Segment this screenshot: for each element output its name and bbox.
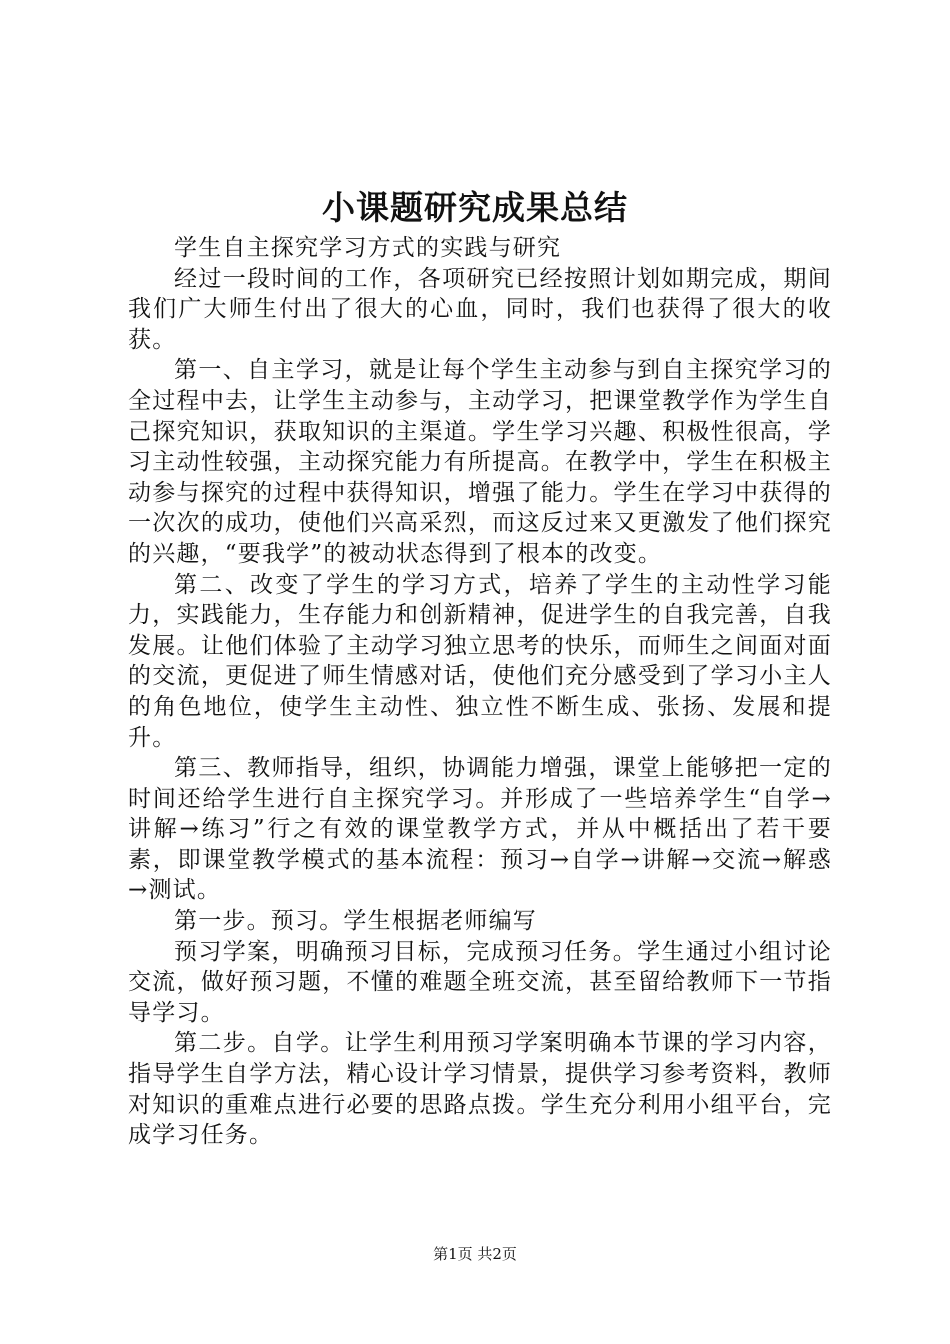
point-three-paragraph: 第三、教师指导，组织，协调能力增强，课堂上能够把一定的时间还给学生进行自主探究学习。并形成了一些培养学生“自学→讲解→练习”行之有效的课堂教学方式，并从中概括出了若干要素，即课堂教学模式的基本流程：预习→自学→讲解→交流→解惑→测试。 [128, 755, 832, 904]
step-two-paragraph: 第二步。自学。让学生利用预习学案明确本节课的学习内容，指导学生自学方法，精心设计学习情景，提供学习参考资料，教师对知识的重难点进行必要的思路点拨。学生充分利用小组平台，完成学习任务。 [128, 1030, 832, 1149]
document-title: 小课题研究成果总结 [322, 188, 628, 227]
page-footer: 第1页 共2页 [433, 1245, 517, 1263]
step-one-paragraph: 预习学案，明确预习目标，完成预习任务。学生通过小组讨论交流，做好预习题，不懂的难题全班交流，甚至留给教师下一节指导学习。 [128, 938, 832, 1026]
document-body [128, 233, 832, 1151]
intro-paragraph: 经过一段时间的工作，各项研究已经按照计划如期完成，期间我们广大师生付出了很大的心血，同时，我们也获得了很大的收获。 [128, 265, 832, 353]
step-one-heading: 第一步。预习。学生根据老师编写 [174, 908, 537, 935]
subtitle-paragraph: 学生自主探究学习方式的实践与研究 [174, 235, 562, 261]
point-two-paragraph: 第二、改变了学生的学习方式，培养了学生的主动性学习能力，实践能力，生存能力和创新精神，促进学生的自我完善，自我发展。让他们体验了主动学习独立思考的快乐，而师生之间面对面的交流，更促进了师生情感对话，使他们充分感受到了学习小主人的角色地位，使学生主动性、独立性不断生成、张扬、发展和提升。 [128, 571, 832, 751]
point-one-paragraph: 第一、自主学习，就是让每个学生主动参与到自主探究学习的全过程中去，让学生主动参与，主动学习，把课堂教学作为学生自己探究知识，获取知识的主渠道。学生学习兴趣、积极性很高，学习主动性较强，主动探究能力有所提高。在教学中，学生在积极主动参与探究的过程中获得知识，增强了能力。学生在学习中获得的一次次的成功，使他们兴高采烈，而这反过来又更激发了他们探究的兴趣，“要我学”的被动状态得到了根本的改变。 [128, 357, 832, 567]
